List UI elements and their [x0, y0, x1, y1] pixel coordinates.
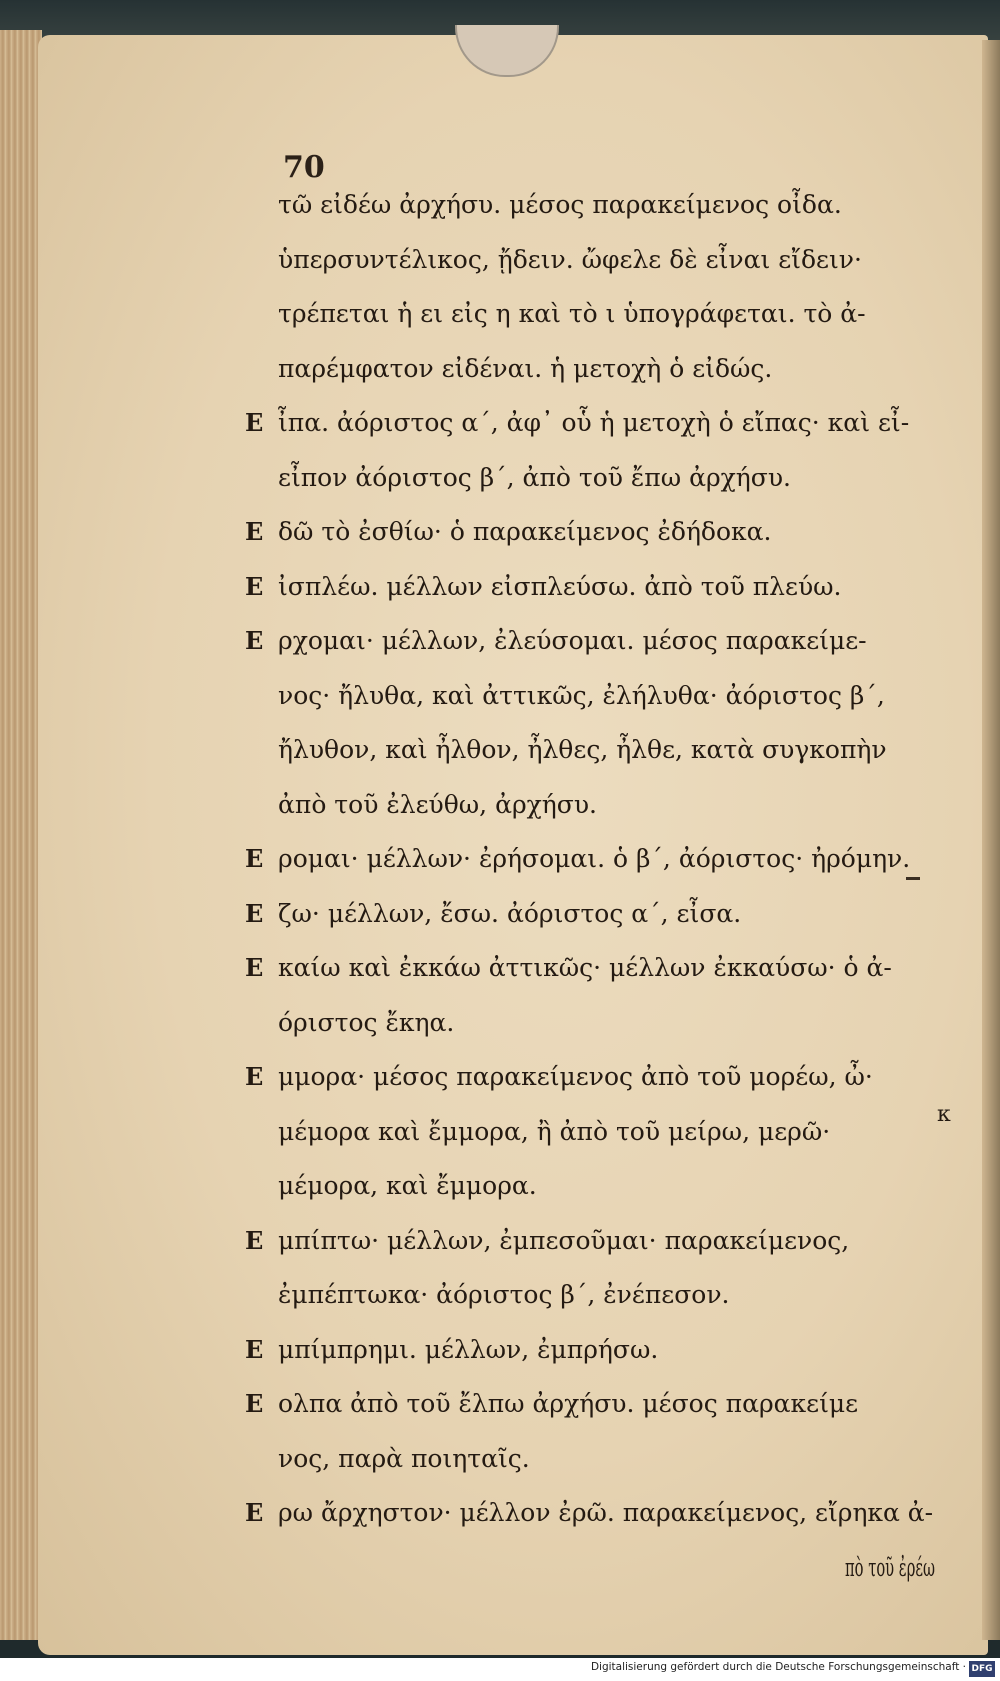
dfg-logo: DFG	[969, 1661, 995, 1677]
text-line	[245, 1377, 935, 1432]
entry-initial: Ε	[245, 953, 264, 982]
line-text: ὑπερσυντέλικος, ᾔδειν. ὤφελε δὲ εἶναι εἴδειν·	[278, 244, 862, 274]
line-text: ἀπὸ τοῦ ἐλεύθω, ἀρχήσυ.	[278, 789, 597, 819]
text-line	[245, 941, 935, 996]
line-text: ζω· μέλλων, ἔσω. ἀόριστος α΄, εἶσα.	[278, 898, 742, 928]
line-text: μέμορα καὶ ἔμμορα, ἢ ἀπὸ τοῦ μείρω, μερῶ·	[278, 1116, 831, 1146]
line-text: νος· ἤλυθα, καὶ ἀττικῶς, ἐλήλυθα· ἀόριστος β΄,	[278, 680, 885, 710]
entry-initial: Ε	[245, 626, 264, 655]
text-line	[245, 342, 935, 397]
line-text: ἰσπλέω. μέλλων εἰσπλεύσω. ἀπὸ τοῦ πλεύω.	[278, 571, 842, 601]
line-text: τῶ εἰδέω ἀρχήσυ. μέσος παρακείμενος οἶδα.	[278, 190, 842, 219]
text-line	[245, 451, 935, 506]
entry-initial: Ε	[245, 1389, 264, 1418]
margin-mark	[906, 877, 920, 880]
text-line	[245, 832, 935, 887]
margin-signature: κ	[937, 1102, 951, 1127]
line-text: εἶπον ἀόριστος β΄, ἀπὸ τοῦ ἔπω ἀρχήσυ.	[278, 462, 791, 492]
entry-initial: Ε	[245, 1062, 264, 1091]
text-block	[245, 178, 935, 1595]
text-line	[245, 505, 935, 560]
entry-initial: Ε	[245, 844, 264, 873]
text-line	[245, 1105, 935, 1160]
line-text: μπίπτω· μέλλων, ἐμπεσοῦμαι· παρακείμενος,	[278, 1225, 850, 1255]
text-line	[245, 669, 935, 724]
text-line	[245, 1159, 935, 1214]
text-line	[245, 233, 935, 288]
text-line	[245, 1486, 935, 1541]
line-text: μμορα· μέσος παρακείμενος ἀπὸ τοῦ μορέω, ὦ·	[278, 1062, 873, 1091]
text-line	[245, 1214, 935, 1269]
text-line	[245, 1323, 935, 1378]
entry-initial: Ε	[245, 571, 264, 601]
line-text: ρομαι· μέλλων· ἐρήσομαι. ὁ β΄, ἀόριστος· ἠρόμην.	[278, 844, 911, 873]
text-line	[245, 560, 935, 615]
text-line	[245, 287, 935, 342]
line-text: ἤλυθον, καὶ ἦλθον, ἦλθες, ἦλθε, κατὰ συγκοπὴν	[278, 735, 887, 764]
text-line	[245, 887, 935, 942]
line-text: μπίμπρημι. μέλλων, ἐμπρήσω.	[278, 1334, 659, 1364]
text-line	[245, 1268, 935, 1323]
line-text: ἐμπέπτωκα· ἀόριστος β΄, ἐνέπεσον.	[278, 1280, 730, 1309]
entry-initial: Ε	[245, 898, 264, 928]
text-line	[245, 396, 935, 451]
text-line	[245, 723, 935, 778]
text-line	[245, 1432, 935, 1487]
line-text: τρέπεται ἡ ει εἰς η καὶ τὸ ι ὑπογράφεται. τὸ ἀ-	[278, 299, 866, 328]
line-text: ρω ἄρχηστον· μέλλον ἐρῶ. παρακείμενος, εἴρηκα ἀ-	[278, 1498, 934, 1527]
line-text: ἶπα. ἀόριστος α΄, ἀφ᾽ οὗ ἡ μετοχὴ ὁ εἴπας· καὶ εἶ-	[278, 408, 910, 437]
line-text: πὸ τοῦ ἐρέω	[845, 1552, 935, 1582]
text-line	[245, 178, 935, 233]
line-text: ρχομαι· μέλλων, ἐλεύσομαι. μέσος παρακείμε-	[278, 626, 867, 655]
page-stack-edge	[0, 30, 42, 1640]
page-number: 70	[283, 150, 325, 185]
entry-initial: Ε	[245, 1334, 264, 1364]
entry-initial: Ε	[245, 517, 264, 546]
entry-initial: Ε	[245, 1498, 264, 1527]
text-line	[245, 778, 935, 833]
line-text: καίω καὶ ἐκκάω ἀττικῶς· μέλλων ἐκκαύσω· ὁ ἀ-	[278, 953, 892, 982]
footer-credit: Digitalisierung gefördert durch die Deutsche Forschungsgemeinschaft ·	[590, 1661, 966, 1673]
entry-initial: Ε	[245, 408, 264, 437]
text-line	[245, 1050, 935, 1105]
line-text: ολπα ἀπὸ τοῦ ἔλπω ἀρχήσυ. μέσος παρακείμε	[278, 1389, 859, 1418]
text-line	[245, 996, 935, 1051]
text-line	[245, 1541, 935, 1596]
footer-bar	[0, 1658, 1000, 1681]
entry-initial: Ε	[245, 1225, 264, 1255]
line-text: νος, παρὰ ποιηταῖς.	[278, 1443, 530, 1473]
line-text: όριστος ἔκηα.	[278, 1007, 455, 1037]
line-text: δῶ τὸ ἐσθίω· ὁ παρακείμενος ἐδήδοκα.	[278, 517, 772, 546]
line-text: μέμορα, καὶ ἔμμορα.	[278, 1171, 537, 1200]
text-line	[245, 614, 935, 669]
line-text: παρέμφατον εἰδέναι. ἡ μετοχὴ ὁ εἰδώς.	[278, 353, 773, 383]
page-right-edge	[982, 40, 1000, 1640]
